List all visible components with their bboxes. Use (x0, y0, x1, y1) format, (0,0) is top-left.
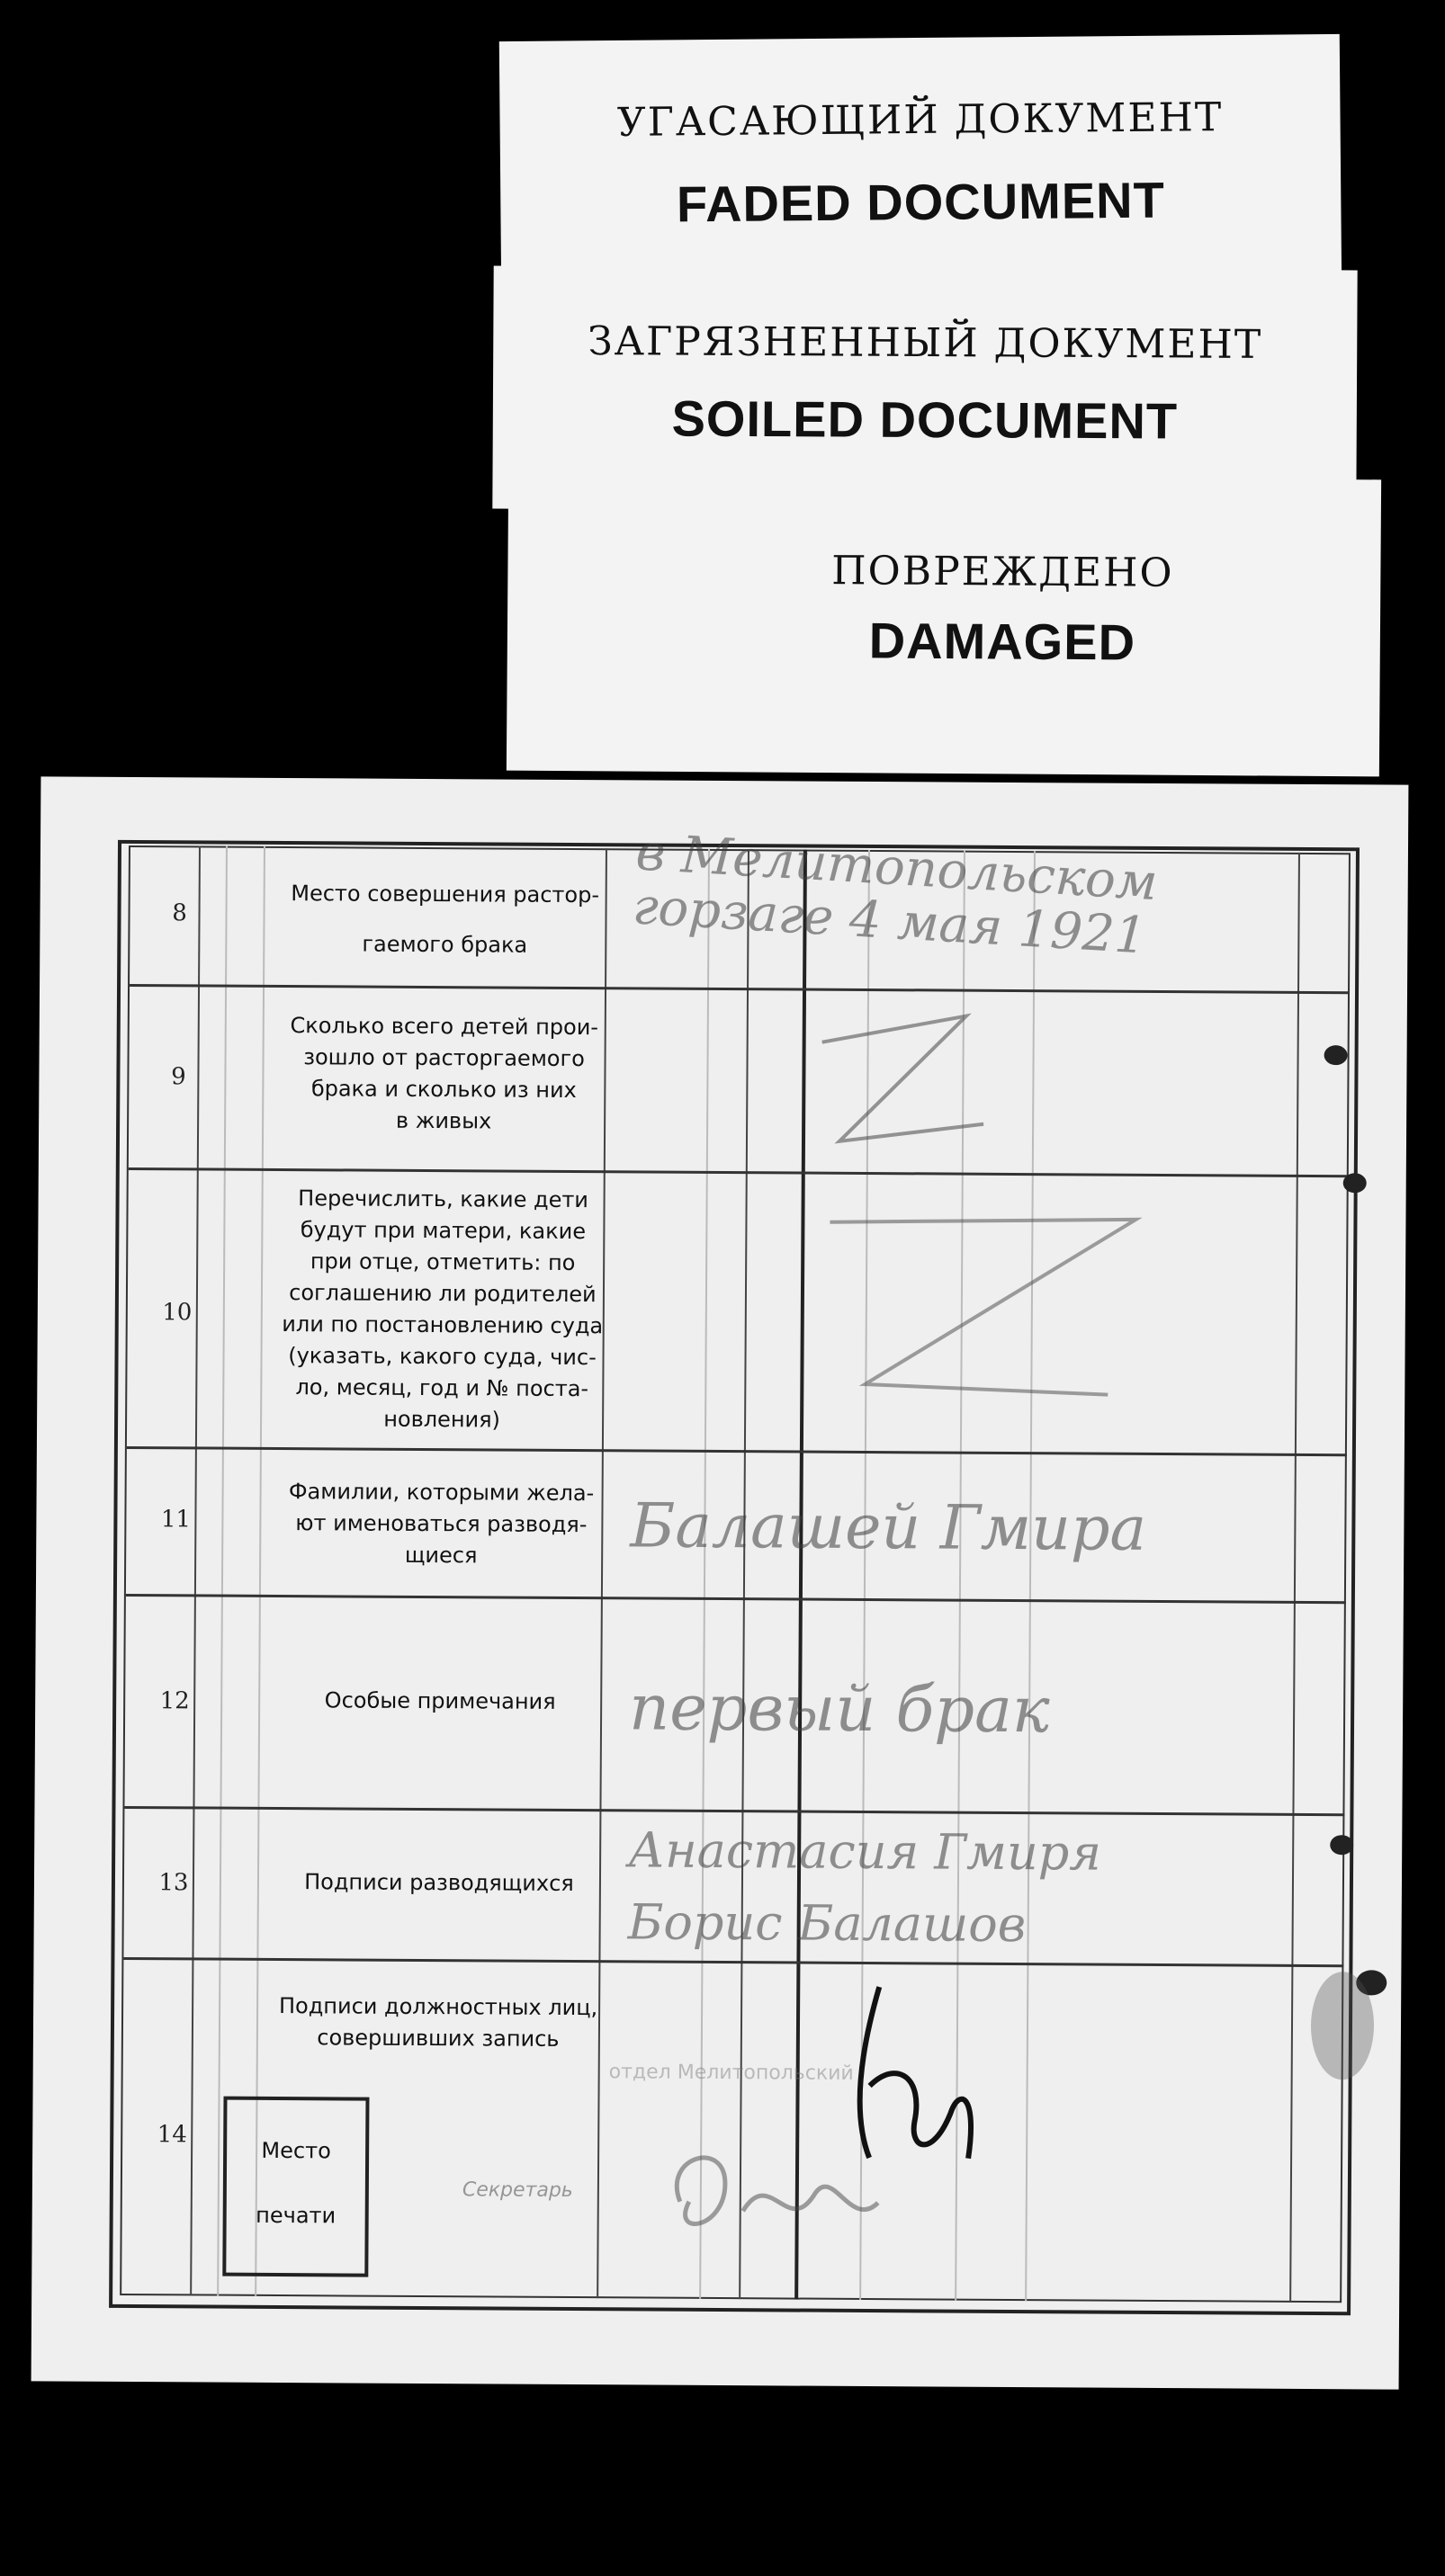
row-label: Место совершения растор- гаемого брака (291, 881, 600, 958)
stamp-place-box (222, 2097, 369, 2277)
punch-hole (1343, 1173, 1367, 1193)
stamp-label-2: печати (256, 2202, 337, 2229)
damaged-label-en: DAMAGED (868, 612, 1136, 671)
row-label: Фамилии, которыми жела- ют именоваться разводя- щиеся (288, 1479, 595, 1569)
row-label: Подписи должностных лиц, совершивших запись (278, 1993, 598, 2052)
faded-document-card (499, 34, 1342, 298)
row-number: 11 (160, 1506, 192, 1534)
row-number: 13 (158, 1869, 189, 1897)
row-label: Подписи разводящихся (304, 1869, 574, 1897)
row-number: 8 (172, 899, 187, 927)
faded-office-print: отдел Мелитопольский (608, 2061, 854, 2085)
soiled-label-ru: ЗАГРЯЗНЕННЫЙ ДОКУМЕНТ (588, 318, 1263, 368)
damaged-card (507, 474, 1381, 777)
punch-hole (1324, 1045, 1348, 1065)
stamp-label-1: Место (261, 2137, 331, 2164)
strike-mark (811, 1204, 1154, 1431)
damaged-label-ru: ПОВРЕЖДЕНО (831, 548, 1174, 596)
row-label: Особые примечания (324, 1687, 556, 1714)
form-sheet (31, 776, 1409, 2389)
ink-stain (1311, 1972, 1375, 2080)
handwritten-entry: первый брак (628, 1670, 1050, 1748)
faded-label-en: FADED DOCUMENT (676, 171, 1166, 233)
secretary-label: Секретарь (462, 2178, 573, 2203)
handwritten-entry: Балашей Гмира (630, 1490, 1147, 1565)
handwritten-signatures: Анастасия Гмиря Борис Балашов (627, 1821, 1102, 1954)
row-number: 9 (171, 1063, 186, 1091)
soiled-label-en: SOILED DOCUMENT (671, 389, 1179, 450)
row-label: Сколько всего детей прои- зошло от расторгаемого брака и сколько из них в живых (290, 1013, 599, 1134)
row-number: 14 (157, 2121, 187, 2149)
strike-mark (812, 1006, 993, 1160)
row-number: 10 (162, 1299, 193, 1327)
punch-hole (1330, 1835, 1353, 1855)
row-label: Перечислить, какие дети будут при матери, какие при отце, отметить: по соглашению ли родителей или по постановлению суда (указать, какого суда, чис- ло, месяц, год и № поста- новления) (282, 1185, 604, 1433)
secretary-signature (652, 2130, 923, 2267)
faded-label-ru: УГАСАЮЩИЙ ДОКУМЕНТ (616, 94, 1224, 146)
handwritten-entry: в Мелитопольском горзаге 4 мая 1921 (631, 823, 1160, 966)
row-number: 12 (159, 1687, 190, 1715)
